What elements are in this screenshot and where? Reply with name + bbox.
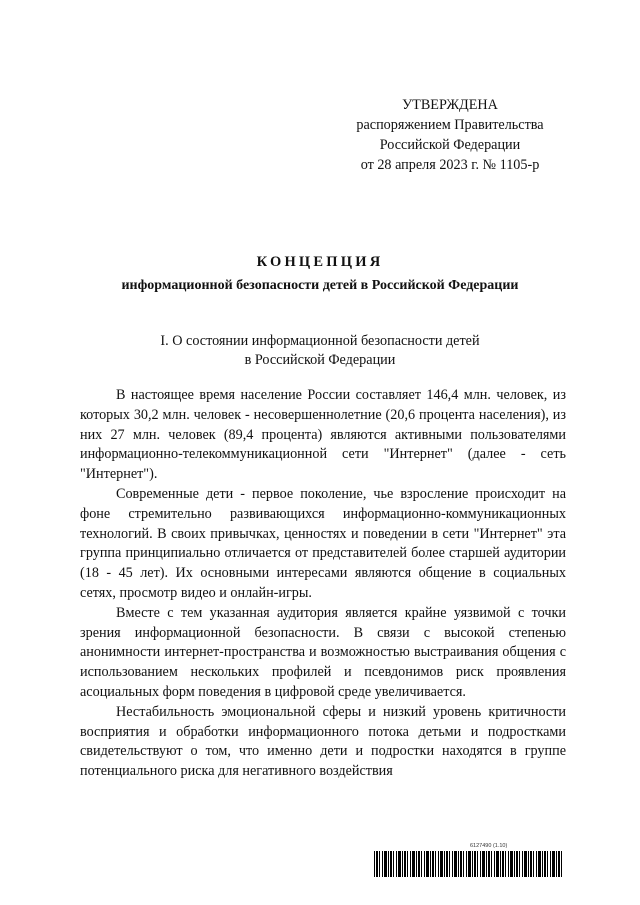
- approval-stamp: [340, 95, 560, 175]
- approval-line-order: распоряжением Правительства: [356, 117, 544, 133]
- approval-line-date-number: от 28 апреля 2023 г. № 1105-р: [360, 157, 540, 173]
- document-body: [80, 386, 566, 782]
- approval-line-government: Российской Федерации: [379, 137, 521, 153]
- page-footer: [374, 843, 562, 881]
- section-heading-line-2: в Российской Федерации: [244, 352, 396, 368]
- section-heading-line-1: I. О состоянии информационной безопасности детей: [160, 333, 480, 349]
- document-subtitle: информационной безопасности детей в Российской Федерации: [121, 278, 519, 293]
- paragraph: Нестабильность эмоциональной сферы и низкий уровень критичности восприятия и обработки информационного потока детьми и подростками свидетельствуют о том, что именно дети и подростки находятся в группе потенциального риска для негативного воздействия: [80, 703, 566, 780]
- paragraph: Вместе с тем указанная аудитория является крайне уязвимой с точки зрения информационной безопасности. В связи с высокой степенью анонимности интернет-пространства и возможностью выстраивания общения с использованием нескольких профилей и псевдонимов риск проявления асоциальных форм поведения в цифровой среде увеличивается.: [80, 604, 566, 700]
- paragraph: Современные дети - первое поколение, чье взросление происходит на фоне стремительно развивающихся информационно-коммуникационных технологий. В своих привычках, ценностях и поведении в сети "Интернет" эта группа принципиально отличается от представителей более старшей аудитории (18 - 45 лет). Их основными интересами являются общение в социальных сетях, просмотр видео и онлайн-игры.: [80, 485, 566, 601]
- document-code: 6127490 (1.10): [470, 843, 508, 849]
- document-title: КОНЦЕПЦИЯ: [256, 254, 384, 270]
- approval-line-approved: УТВЕРЖДЕНА: [402, 97, 498, 113]
- barcode-icon: [374, 851, 562, 877]
- section-heading: [0, 332, 640, 370]
- paragraph: В настоящее время население России составляет 146,4 млн. человек, из которых 30,2 млн. человек - несовершеннолетние (20,6 процента населения), из них 27 млн. человек (89,4 процента) являются активными пользователями информационно-телекоммуникационной сети "Интернет" (далее - сеть "Интернет").: [80, 387, 566, 483]
